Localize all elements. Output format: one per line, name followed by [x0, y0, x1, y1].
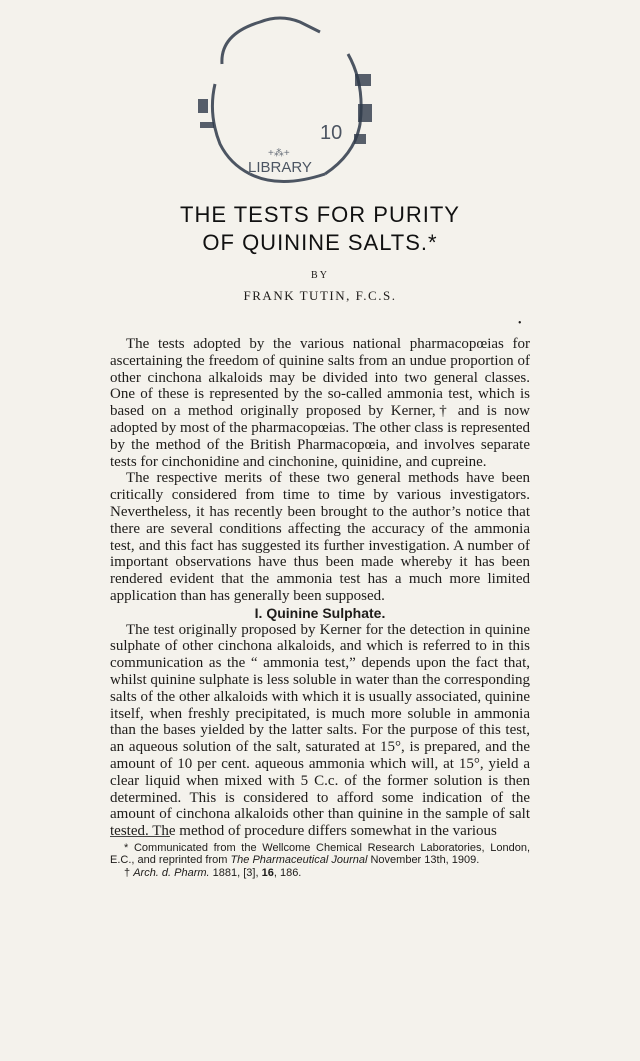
- footnotes: [110, 842, 530, 879]
- paragraph-2: The respective merits of these two general methods have been critically considered from time to time by various investigators. Nevertheless, it has recently been brought to the author’s notice that there are several conditions affecting the accuracy of the ammonia test, and this fact has suggested its further investigation. A number of important observations have thus been made whereby it has been rendered evident that the ammonia test has a much more limited application than has generally been supposed.: [110, 470, 530, 604]
- page-subtitle: OF QUININE SALTS.*: [202, 230, 438, 255]
- svg-text:+⁂+: +⁂+: [268, 148, 290, 159]
- bullet-mark: •: [518, 318, 522, 329]
- article-body: [110, 336, 530, 840]
- footnote-divider: [110, 836, 530, 837]
- page-title: THE TESTS FOR PURITY: [180, 202, 460, 227]
- byline-by: BY: [311, 270, 329, 281]
- library-stamp-icon: [160, 4, 400, 199]
- footnote-2: † Arch. d. Pharm. 1881, [3], 16, 186.: [124, 866, 302, 879]
- svg-text:LIBRARY: LIBRARY: [248, 159, 312, 176]
- section-heading: I. Quinine Sulphate.: [254, 604, 386, 621]
- author-name: FRANK TUTIN, F.C.S.: [243, 288, 397, 303]
- svg-text:10: 10: [320, 122, 343, 144]
- paragraph-1: The tests adopted by the various national pharmacopœias for ascertaining the freedom of quinine salts from an undue proportion of other cinchona alkaloids may be divided into two general classes. One of these is represented by the so-called ammonia test, which is based on a method originally proposed by Kerner,† and is now adopted by most of the pharmacopœias. The other class is represented by the method of the British Pharmacopœia, and involves separate tests for cinchonidine and cinchonine, quinidine, and cupreine.: [110, 336, 531, 470]
- paragraph-3: The test originally proposed by Kerner for the detection in quinine sulphate of other cinchona alkaloids, and which is referred to in this communication as the “ ammonia test,” depends upon the fact that, whilst quinine sulphate is less soluble in water than the corresponding salts of the other alkaloids with which it is usually associated, quinine itself, when freshly precipitated, is much more soluble in ammonia than the bases yielded by the latter salts. For the purpose of this test, an aqueous solution of the salt, saturated at 15°, is prepared, and the amount of 10 per cent. aqueous ammonia which will, at 15°, yield a clear liquid when mixed with 5 C.c. of the former solution is then determined. This is considered to afford some indication of the amount of cinchona alkaloids other than quinine in the sample of salt tested. The method of procedure differs somewhat in the various: [110, 621, 530, 840]
- footnote-1: * Communicated from the Wellcome Chemical Research Laboratories, London, E.C., and reprinted from The Pharmaceutical Journal November 13th, 1909.: [110, 842, 530, 867]
